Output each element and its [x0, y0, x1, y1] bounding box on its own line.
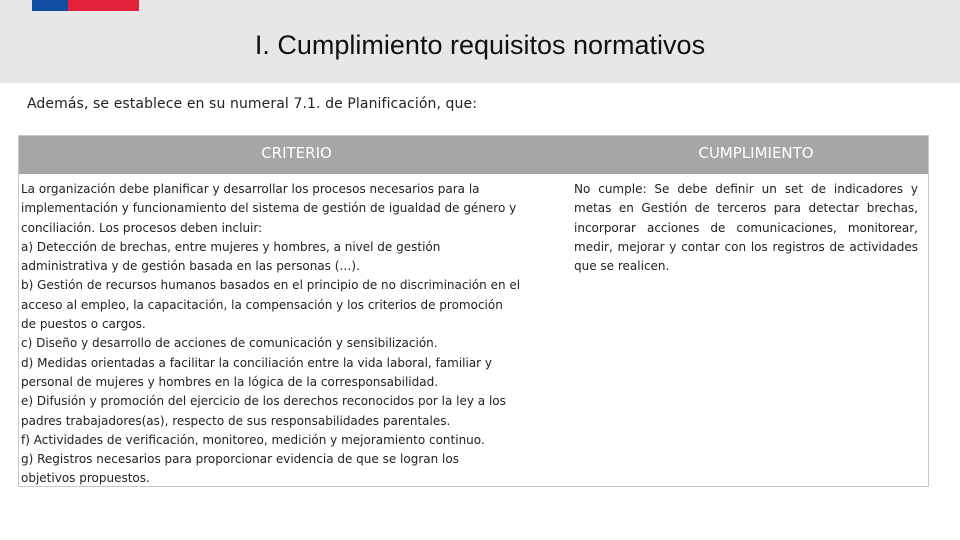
flag-stripe-logo — [32, 0, 139, 11]
page-title: I. Cumplimiento requisitos normativos — [254, 30, 706, 60]
criterio-line: padres trabajadores(as), respecto de sus responsabilidades parentales. — [21, 413, 451, 428]
header-cumplimiento: CUMPLIMIENTO — [698, 144, 814, 162]
criterio-line: g) Registros necesarios para proporcionar evidencia de que se logran los — [21, 452, 459, 467]
criterio-line: objetivos propuestos. — [21, 471, 150, 486]
criterio-line: d) Medidas orientadas a facilitar la conciliación entre la vida laboral, familiar y — [21, 355, 493, 370]
criterio-cell — [19, 174, 574, 489]
header-band — [0, 0, 960, 83]
criterio-line: a) Detección de brechas, entre mujeres y hombres, a nivel de gestión — [21, 239, 441, 254]
flag-red-segment — [68, 0, 139, 11]
criterio-line: implementación y funcionamiento del sistema de gestión de igualdad de género y — [21, 201, 517, 216]
criterio-line: La organización debe planificar y desarrollar los procesos necesarios para la — [21, 182, 480, 196]
criteria-table — [18, 135, 929, 487]
flag-blue-segment — [32, 0, 68, 11]
criterio-line: e) Difusión y promoción del ejercicio de los derechos reconocidos por la ley a los — [21, 394, 506, 409]
criterio-line: f) Actividades de verificación, monitoreo, medición y mejoramiento continuo. — [21, 432, 485, 447]
criterio-line: c) Diseño y desarrollo de acciones de comunicación y sensibilización. — [21, 336, 438, 351]
criterio-line: conciliación. Los procesos deben incluir: — [21, 220, 263, 235]
table-header — [19, 136, 928, 174]
criterio-line: acceso al empleo, la capacitación, la compensación y los criterios de promoción — [21, 297, 503, 312]
intro-text: Además, se establece en su numeral 7.1. de Planificación, que: — [27, 96, 478, 112]
criterio-line: b) Gestión de recursos humanos basados en el principio de no discriminación en el — [21, 278, 521, 293]
criterio-line: de puestos o cargos. — [21, 317, 146, 332]
criterio-line: personal de mujeres y hombres en la lógica de la corresponsabilidad. — [21, 374, 439, 389]
cumplimiento-cell: No cumple: Se debe definir un set de indicadores y metas en Gestión de terceros para detectar brechas, incorporar acciones de comunicaciones, monitorear, medir, mejorar y contar con los registros de actividades que se realicen. — [574, 182, 918, 274]
header-criterio: CRITERIO — [261, 144, 332, 162]
criterio-line: administrativa y de gestión basada en las personas (…). — [21, 259, 360, 274]
table-body — [19, 174, 928, 489]
